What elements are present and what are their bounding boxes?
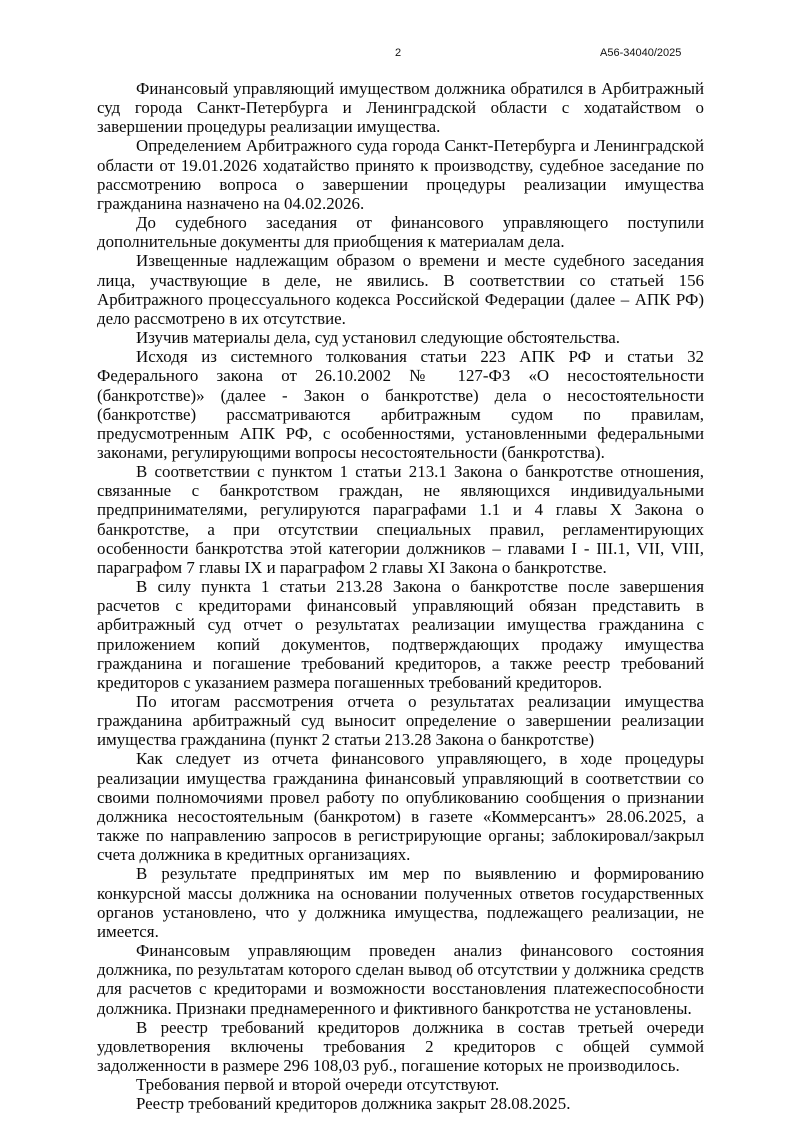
- document-body: [97, 79, 704, 1113]
- paragraph: В соответствии с пунктом 1 статьи 213.1 Закона о банкротстве отношения, связанные с банкротством граждан, не являющихся индивидуальными предпринимателями, регулируются параграфами 1.1 и 4 главы X Закона о банкротстве, а при отсутствии специальных правил, регламентирующих особенности банкротства этой категории должников – главами I - III.1, VII, VIII, параграфом 7 главы IX и параграфом 2 главы XI Закона о банкротстве.: [97, 462, 704, 577]
- paragraph: Финансовым управляющим проведен анализ финансового состояния должника, по результатам которого сделан вывод об отсутствии у должника средств для расчетов с кредиторами и возможности восстановления платежеспособности должника. Признаки преднамеренного и фиктивного банкротства не установлены.: [97, 941, 704, 1018]
- paragraph: Как следует из отчета финансового управляющего, в ходе процедуры реализации имущества гражданина финансовый управляющий в соответствии со своими полномочиями провел работу по опубликованию сообщения о признании должника несостоятельным (банкротом) в газете «Коммерсантъ» 28.06.2025, а также по направлению запросов в регистрирующие органы; заблокировал/закрыл счета должника в кредитных организациях.: [97, 749, 704, 865]
- paragraph: Реестр требований кредиторов должника закрыт 28.08.2025.: [136, 1094, 571, 1114]
- paragraph: Изучив материалы дела, суд установил следующие обстоятельства.: [136, 328, 621, 348]
- paragraph: Определением Арбитражного суда города Санкт-Петербурга и Ленинградской области от 19.01.2026 ходатайство принято к производству, судебное заседание по рассмотрению вопроса о завершении процедуры реализации имущества гражданина назначено на 04.02.2026.: [97, 136, 704, 213]
- paragraph: До судебного заседания от финансового управляющего поступили дополнительные документы для приобщения к материалам дела.: [97, 213, 704, 252]
- paragraph: Требования первой и второй очереди отсутствуют.: [136, 1075, 500, 1095]
- paragraph: Финансовый управляющий имуществом должника обратился в Арбитражный суд города Санкт-Петербурга и Ленинградской области с ходатайством о завершении процедуры реализации имущества.: [97, 79, 704, 137]
- page-number: 2: [395, 47, 402, 59]
- case-number: А56-34040/2025: [600, 47, 682, 59]
- paragraph: В реестр требований кредиторов должника в состав третьей очереди удовлетворения включены требования 2 кредиторов с общей суммой задолженности в размере 296 108,03 руб., погашение которых не производилось.: [97, 1017, 704, 1075]
- paragraph: В результате предпринятых им мер по выявлению и формированию конкурсной массы должника на основании полученных ответов государственных органов установлено, что у должника имущества, подлежащего реализации, не имеется.: [97, 864, 704, 941]
- paragraph: По итогам рассмотрения отчета о результатах реализации имущества гражданина арбитражный суд выносит определение о завершении реализации имущества гражданина (пункт 2 статьи 213.28 Закона о банкротстве): [97, 692, 704, 750]
- paragraph: Извещенные надлежащим образом о времени и месте судебного заседания лица, участвующие в деле, не явились. В соответствии со статьей 156 Арбитражного процессуального кодекса Российской Федерации (далее – АПК РФ) дело рассмотрено в их отсутствие.: [97, 251, 704, 328]
- paragraph: Исходя из системного толкования статьи 223 АПК РФ и статьи 32 Федерального закона от 26.10.2002 № 127-ФЗ «О несостоятельности (банкротстве)» (далее - Закон о банкротстве) дела о несостоятельности (банкротстве) рассматриваются арбитражным судом по правилам, предусмотренным АПК РФ, с особенностями, установленными федеральными законами, регулирующими вопросы несостоятельности (банкротства).: [97, 347, 704, 462]
- paragraph: В силу пункта 1 статьи 213.28 Закона о банкротстве после завершения расчетов с кредиторами финансовый управляющий обязан представить в арбитражный суд отчет о результатах реализации имущества гражданина с приложением копий документов, подтверждающих продажу имущества гражданина и погашение требований кредиторов, а также реестр требований кредиторов с указанием размера погашенных требований кредиторов.: [97, 577, 704, 692]
